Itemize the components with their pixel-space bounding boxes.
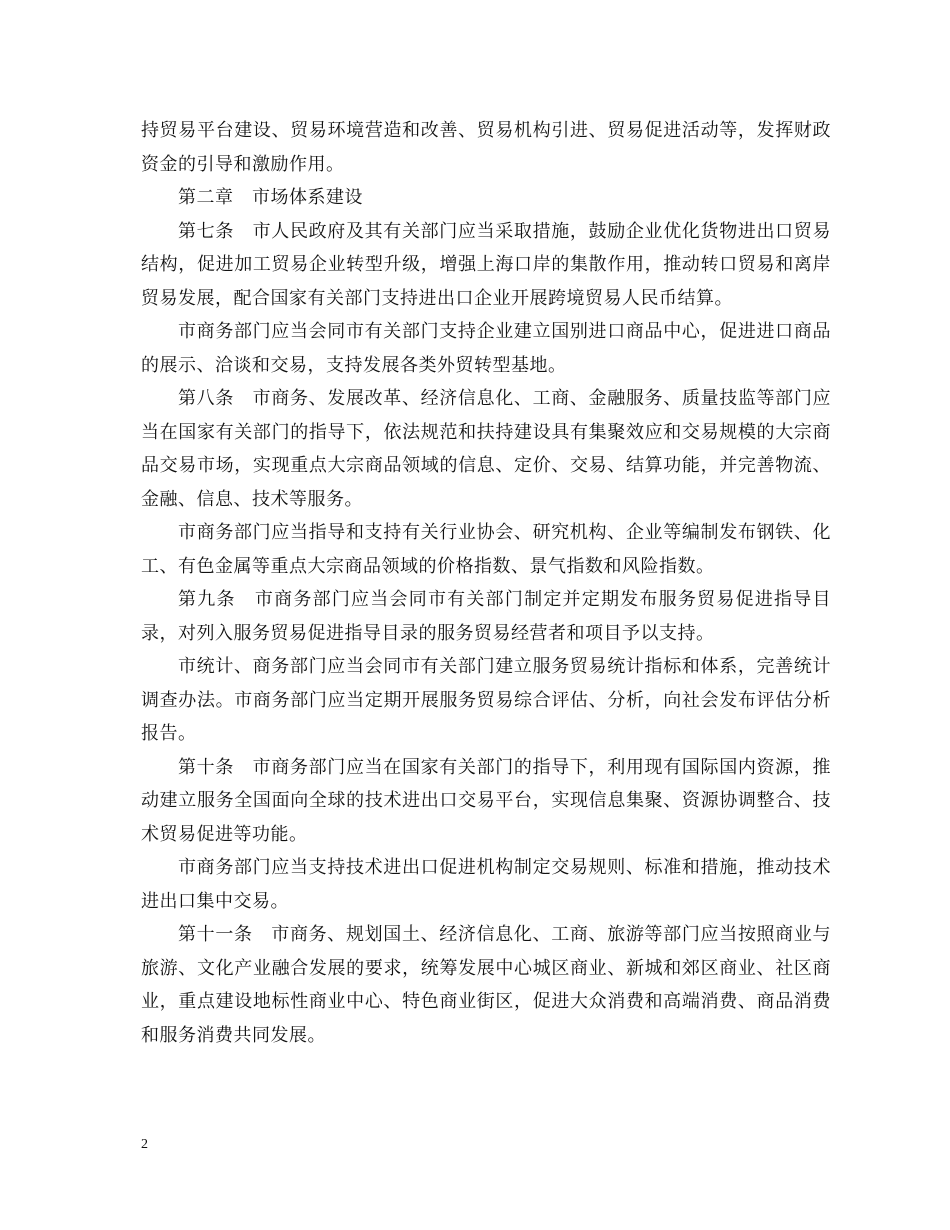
paragraph: 第十一条 市商务、规划国土、经济信息化、工商、旅游等部门应当按照商业与旅游、文化产业融合发展的要求，统筹发展中心城区商业、新城和郊区商业、社区商业，重点建设地标性商业中心、特色商业街区，促进大众消费和高端消费、商品消费和服务消费共同发展。 xyxy=(141,924,831,1046)
paragraph: 持贸易平台建设、贸易环境营造和改善、贸易机构引进、贸易促进活动等，发挥财政资金的引导和激励作用。 xyxy=(141,120,831,175)
chapter-heading: 第二章 市场体系建设 xyxy=(178,187,363,208)
paragraph: 第八条 市商务、发展改革、经济信息化、工商、金融服务、质量技监等部门应当在国家有关部门的指导下，依法规范和扶持建设具有集聚效应和交易规模的大宗商品交易市场，实现重点大宗商品领域的信息、定价、交易、结算功能，并完善物流、金融、信息、技术等服务。 xyxy=(141,388,831,510)
document-body xyxy=(141,114,831,1052)
paragraph: 市商务部门应当指导和支持有关行业协会、研究机构、企业等编制发布钢铁、化工、有色金属等重点大宗商品领域的价格指数、景气指数和风险指数。 xyxy=(141,522,831,577)
paragraph: 市商务部门应当会同市有关部门支持企业建立国别进口商品中心，促进进口商品的展示、洽谈和交易，支持发展各类外贸转型基地。 xyxy=(141,321,831,376)
paragraph: 市商务部门应当支持技术进出口促进机构制定交易规则、标准和措施，推动技术进出口集中交易。 xyxy=(141,857,831,912)
paragraph: 第七条 市人民政府及其有关部门应当采取措施，鼓励企业优化货物进出口贸易结构，促进加工贸易企业转型升级，增强上海口岸的集散作用，推动转口贸易和离岸贸易发展，配合国家有关部门支持进出口企业开展跨境贸易人民币结算。 xyxy=(141,220,831,309)
paragraph: 第九条 市商务部门应当会同市有关部门制定并定期发布服务贸易促进指导目录，对列入服务贸易促进指导目录的服务贸易经营者和项目予以支持。 xyxy=(141,589,831,644)
paragraph: 第十条 市商务部门应当在国家有关部门的指导下，利用现有国际国内资源，推动建立服务全国面向全球的技术进出口交易平台，实现信息集聚、资源协调整合、技术贸易促进等功能。 xyxy=(141,756,831,845)
page-number: 2 xyxy=(141,1137,148,1152)
paragraph: 市统计、商务部门应当会同市有关部门建立服务贸易统计指标和体系，完善统计调查办法。市商务部门应当定期开展服务贸易综合评估、分析，向社会发布评估分析报告。 xyxy=(141,656,831,744)
